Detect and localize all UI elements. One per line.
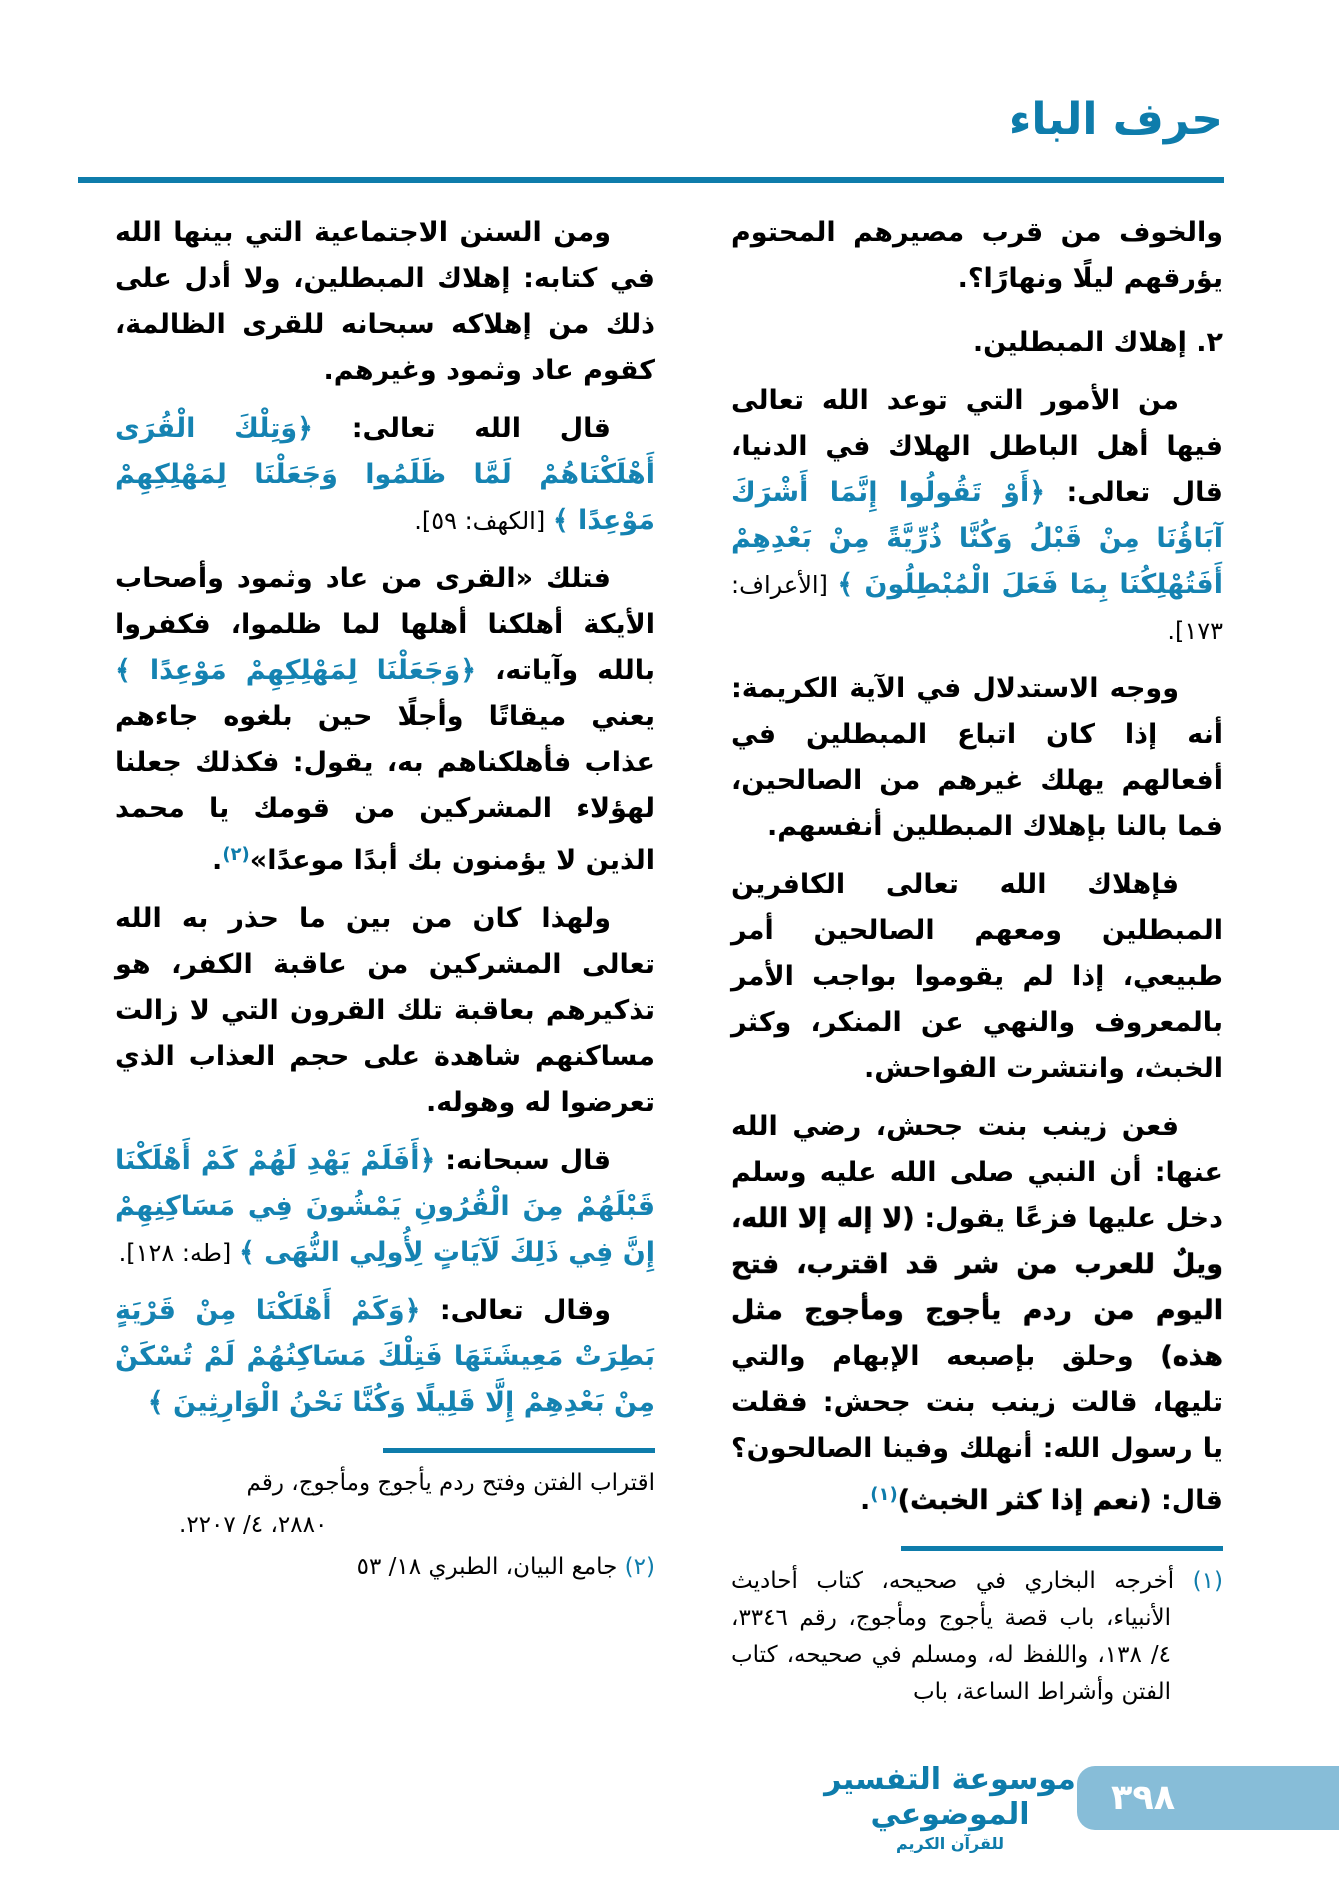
paragraph (731, 666, 1223, 850)
paragraph (115, 556, 655, 884)
text-run: . (860, 1485, 871, 1516)
paragraph-continuation (731, 210, 1223, 302)
footnote-text: أخرجه البخاري في صحيحه، كتاب أحاديث الأنبياء، باب قصة يأجوج ومأجوج، رقم ٣٣٤٦، ٤/ ١٣٨، واللفظ له، ومسلم في صحيحه، كتاب الفتن وأشراط الساعة، باب (731, 1568, 1175, 1705)
publisher-logo (795, 1763, 1105, 1853)
footnote (115, 1549, 655, 1586)
text-run: وحلق بإصبعه الإبهام والتي تليها، قالت زينب بنت جحش: فقلت يا رسول الله: أنهلك وفينا الصالحون؟ قال: (731, 1341, 1223, 1516)
column-left-body (115, 210, 655, 1426)
column-right-footnotes (731, 1563, 1223, 1711)
footnote-marker: (١) (870, 1484, 898, 1505)
paragraph (115, 896, 655, 1126)
text-run: من الأمور التي توعد الله تعالى فيها أهل الباطل الهلاك في الدنيا، قال تعالى: (731, 385, 1223, 508)
verse-reference: [الأعراف: ١٧٣]. (731, 571, 1223, 645)
section-title: حرف الباء (1008, 94, 1223, 145)
footnote-number: (١) (1174, 1568, 1223, 1594)
text-run: والخوف من قرب مصيرهم المحتوم يؤرقهم ليلًا ونهارًا؟. (731, 217, 1223, 294)
logo-title: موسوعة التفسير الموضوعي (824, 1762, 1076, 1832)
paragraph (731, 862, 1223, 1092)
quran-verse: ﴿وَتِلْكَ الْقُرَى أَهْلَكْنَاهُمْ لَمَّا ظَلَمُوا وَجَعَلْنَا لِمَهْلِكِهِمْ مَوْعِدًا ﴾ (115, 413, 655, 536)
footnote-text: اقتراب الفتن وفتح ردم يأجوج ومأجوج، رقم (246, 1470, 655, 1496)
hadith-text: (نعم إذا كثر الخبث) (897, 1485, 1152, 1516)
text-run: ٢. إهلاك المبطلين. (972, 327, 1223, 358)
verse-reference: [الكهف: ٥٩]. (414, 507, 553, 535)
footnote-text: جامع البيان، الطبري ١٨/ ٥٣ (356, 1554, 618, 1580)
footnote-marker: (٢) (222, 844, 250, 865)
column-left (115, 198, 655, 1716)
quran-verse: ﴿أَفَلَمْ يَهْدِ لَهُمْ كَمْ أَهْلَكْنَا قَبْلَهُمْ مِنَ الْقُرُونِ يَمْشُونَ فِي مَسَاكِنِهِمْ إِنَّ فِي ذَلِكَ لَآيَاتٍ لِأُولِي النُّهَى ﴾ (115, 1145, 655, 1268)
paragraph (731, 1104, 1223, 1524)
footnote-separator (383, 1448, 655, 1453)
paragraph (115, 406, 655, 544)
quran-verse: ﴿أَوْ تَقُولُوا إِنَّمَا أَشْرَكَ آبَاؤُنَا مِنْ قَبْلُ وَكُنَّا ذُرِّيَّةً مِنْ بَعْدِهِمْ أَفَتُهْلِكُنَا بِمَا فَعَلَ الْمُبْطِلُونَ ﴾ (731, 477, 1223, 600)
quran-verse: ﴿وَكَمْ أَهْلَكْنَا مِنْ قَرْيَةٍ بَطِرَتْ مَعِيشَتَهَا فَتِلْكَ مَسَاكِنُهُمْ لَمْ تُسْكَنْ مِنْ بَعْدِهِمْ إِلَّا قَلِيلًا وَكُنَّا نَحْنُ الْوَارِثِينَ ﴾ (115, 1295, 655, 1418)
text-run: قال الله تعالى: (313, 413, 611, 444)
paragraph (731, 378, 1223, 654)
column-right-body (731, 210, 1223, 1524)
column-left-footnotes (115, 1465, 655, 1586)
footnote-continuation (115, 1465, 655, 1502)
text-run: ووجه الاستدلال في الآية الكريمة: أنه إذا كان اتباع المبطلين في أفعالهم يهلك غيرهم من الصالحين، فما بالنا بإهلاك المبطلين أنفسهم. (731, 673, 1223, 842)
footnote-continuation (115, 1507, 655, 1544)
verse-reference: [طه: ١٢٨]. (118, 1239, 239, 1267)
header-divider (78, 177, 1224, 183)
column-right (731, 198, 1223, 1716)
paragraph (115, 210, 655, 394)
page-number: ٣٩٨ (1111, 1777, 1176, 1818)
text-run: ومن السنن الاجتماعية التي بينها الله في كتابه: إهلاك المبطلين، ولا أدل على ذلك من إهلاكه سبحانه للقرى الظالمة، كقوم عاد وثمود وغيرهم. (115, 217, 655, 386)
section-heading (731, 320, 1223, 366)
text-run: فتلك «القرى من عاد وثمود وأصحاب الأيكة أهلكنا أهلها لما ظلموا، فكفروا بالله وآياته، (115, 563, 655, 686)
text-run: فإهلاك الله تعالى الكافرين المبطلين ومعهم الصالحين أمر طبيعي، إذا لم يقوموا بواجب الأمر بالمعروف والنهي عن المنكر، وكثر الخبث، وانتشرت الفواحش. (731, 869, 1223, 1084)
text-columns (115, 198, 1223, 1716)
text-run: وقال تعالى: (420, 1295, 611, 1326)
footnote (731, 1563, 1223, 1711)
paragraph (115, 1288, 655, 1426)
text-run: ولهذا كان من بين ما حذر به الله تعالى المشركين من عاقبة الكفر، هو تذكيرهم بعاقبة تلك القرون التي لا زالت مساكنهم شاهدة على حجم العذاب الذي تعرضوا له وهوله. (115, 903, 655, 1118)
footnote-number: (٢) (617, 1554, 655, 1580)
text-run: . (212, 845, 223, 876)
text-run: فعن زينب بنت جحش، رضي الله عنها: أن النبي صلى الله عليه وسلم دخل عليها فزعًا يقول: (731, 1111, 1223, 1234)
logo-subtitle: للقرآن الكريم (895, 1834, 1005, 1853)
text-run: يعني ميقاتًا وأجلًا حين بلغوه جاءهم عذاب فأهلكناهم به، يقول: فكذلك جعلنا لهؤلاء المشركين من قومك يا محمد الذين لا يؤمنون بك أبدًا موعدًا» (115, 701, 655, 876)
footnote-text: ٢٨٨٠، ٤/ ٢٢٠٧. (179, 1512, 328, 1538)
footnote-separator (901, 1546, 1223, 1551)
hadith-text: (لا إله إلا الله، ويلٌ للعرب من شر قد اقترب، فتح اليوم من ردم يأجوج ومأجوج مثل هذه) (731, 1203, 1223, 1372)
paragraph (115, 1138, 655, 1276)
quran-verse: ﴿وَجَعَلْنَا لِمَهْلِكِهِمْ مَوْعِدًا ﴾ (115, 655, 477, 686)
text-run: قال سبحانه: (435, 1145, 611, 1176)
page-number-badge (1077, 1766, 1339, 1830)
